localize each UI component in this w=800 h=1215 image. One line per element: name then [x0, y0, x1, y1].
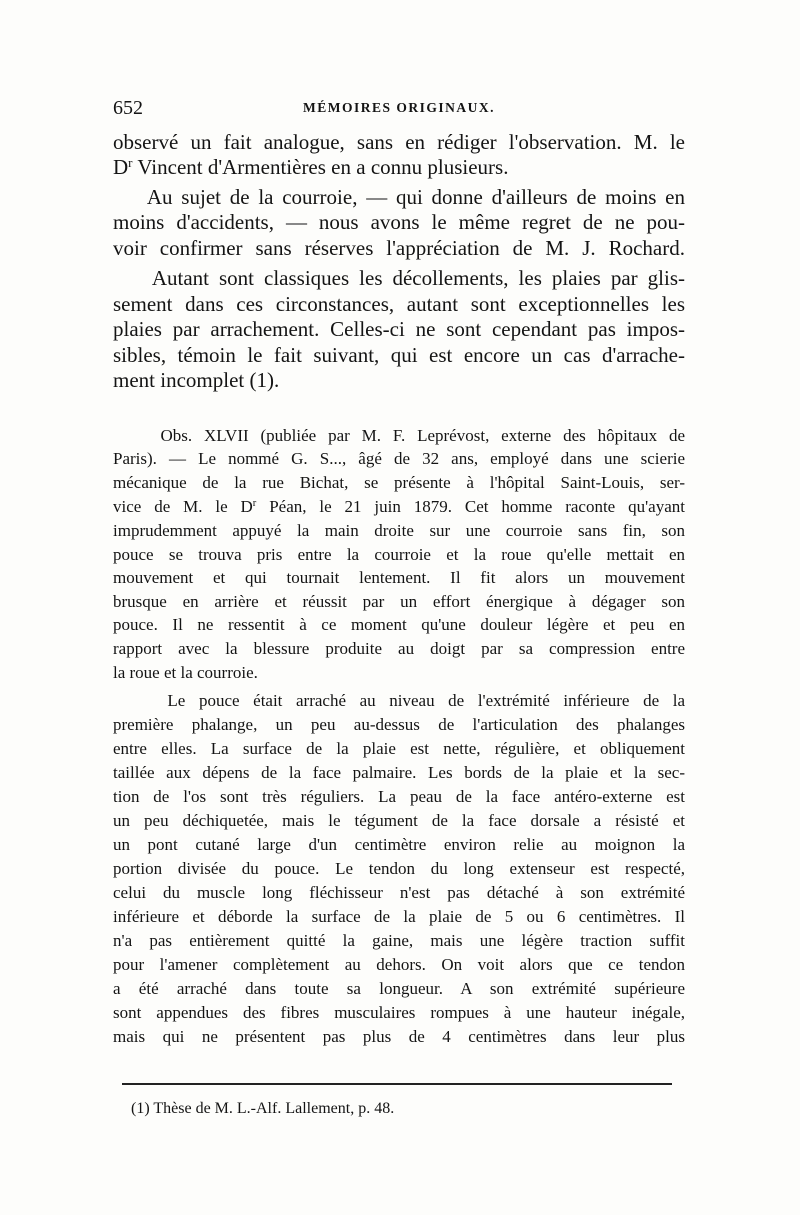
running-title: MÉMOIRES ORIGINAUX.: [302, 100, 495, 115]
text-line: inférieure et déborde la surface de la plaie de 5 ou 6 centimètres. Il: [113, 907, 685, 926]
text-line: sement dans ces circonstances, autant sont exceptionnelles les: [113, 292, 685, 316]
text-line: pour l'amener complètement au dehors. On voit alors que ce tendon: [113, 955, 685, 974]
text-line: celui du muscle long fléchisseur n'est pas détaché à son extrémité: [113, 883, 685, 902]
text-line: tion de l'os sont très réguliers. La peau de la face antéro-externe est: [113, 787, 685, 806]
text-line: n'a pas entièrement quitté la gaine, mais une légère traction suffit: [113, 931, 685, 950]
text-line: $D^r$ Vincent d'Armentières en a connu plusieurs.: [113, 154, 509, 179]
text-line: la roue et la courroie.: [113, 663, 258, 682]
text-line: un peu déchiquetée, mais le tégument de la face dorsale a résisté et: [113, 811, 685, 830]
text-line: rapport avec la blessure produite au doigt par sa compression entre: [113, 639, 685, 658]
text-line: sont appendues des fibres musculaires rompues à une hauteur inégale,: [113, 1003, 685, 1022]
text-line: ment incomplet (1).: [113, 368, 280, 392]
footnote-rule: [122, 1083, 672, 1085]
text-line: pouce se trouva pris entre la courroie et la roue qu'elle mettait en: [113, 545, 685, 564]
text-line: portion divisée du pouce. Le tendon du long extenseur est respecté,: [113, 859, 685, 878]
text-line: Obs. XLVII (publiée par M. F. Leprévost, externe des hôpitaux de: [113, 426, 685, 445]
text-line: Paris). — Le nommé G. S..., âgé de 32 ans, employé dans une scierie: [113, 449, 685, 468]
text-line: a été arraché dans toute sa longueur. A son extrémité supérieure: [113, 979, 685, 998]
page-number: 652: [113, 97, 143, 119]
footnote: (1) Thèse de M. L.-Alf. Lallement, p. 48.: [131, 1100, 395, 1117]
text-line: un pont cutané large d'un centimètre environ relie au moignon la: [113, 835, 685, 854]
text-line: Autant sont classiques les décollements, les plaies par glis-: [113, 266, 685, 290]
text-line: entre elles. La surface de la plaie est nette, régulière, et obliquement: [113, 739, 685, 758]
text-line: mécanique de la rue Bichat, se présente à l'hôpital Saint-Louis, ser-: [113, 473, 685, 492]
text-line: taillée aux dépens de la face palmaire. Les bords de la plaie et la sec-: [113, 763, 685, 782]
text-line: Au sujet de la courroie, — qui donne d'ailleurs de moins en: [113, 185, 685, 209]
text-line: sibles, témoin le fait suivant, qui est encore un cas d'arrache-: [113, 343, 685, 367]
text-line: pouce. Il ne ressentit à ce moment qu'une douleur légère et peu en: [113, 615, 685, 634]
text-line: mais qui ne présentent pas plus de 4 centimètres dans leur plus: [113, 1027, 685, 1046]
text-line: observé un fait analogue, sans en rédiger l'observation. M. le: [113, 130, 685, 154]
text-line: Le pouce était arraché au niveau de l'extrémité inférieure de la: [113, 691, 685, 710]
text-line: voir confirmer sans réserves l'appréciation de M. J. Rochard.: [113, 236, 685, 260]
text-line: mouvement et qui tournait lentement. Il fit alors un mouvement: [113, 568, 685, 587]
text-line: vice de M. le $D^r$ Péan, le 21 juin 1879. Cet homme raconte qu'ayant: [113, 497, 685, 516]
text-line: imprudemment appuyé la main droite sur une courroie sans fin, son: [113, 521, 685, 540]
text-line: plaies par arrachement. Celles-ci ne sont cependant pas impos-: [113, 317, 685, 341]
text-line: moins d'accidents, — nous avons le même regret de ne pou-: [113, 210, 685, 234]
text-line: brusque en arrière et réussit par un effort énergique à dégager son: [113, 592, 685, 611]
page-header: [113, 97, 685, 123]
text-line: première phalange, un peu au-dessus de l'articulation des phalanges: [113, 715, 685, 734]
